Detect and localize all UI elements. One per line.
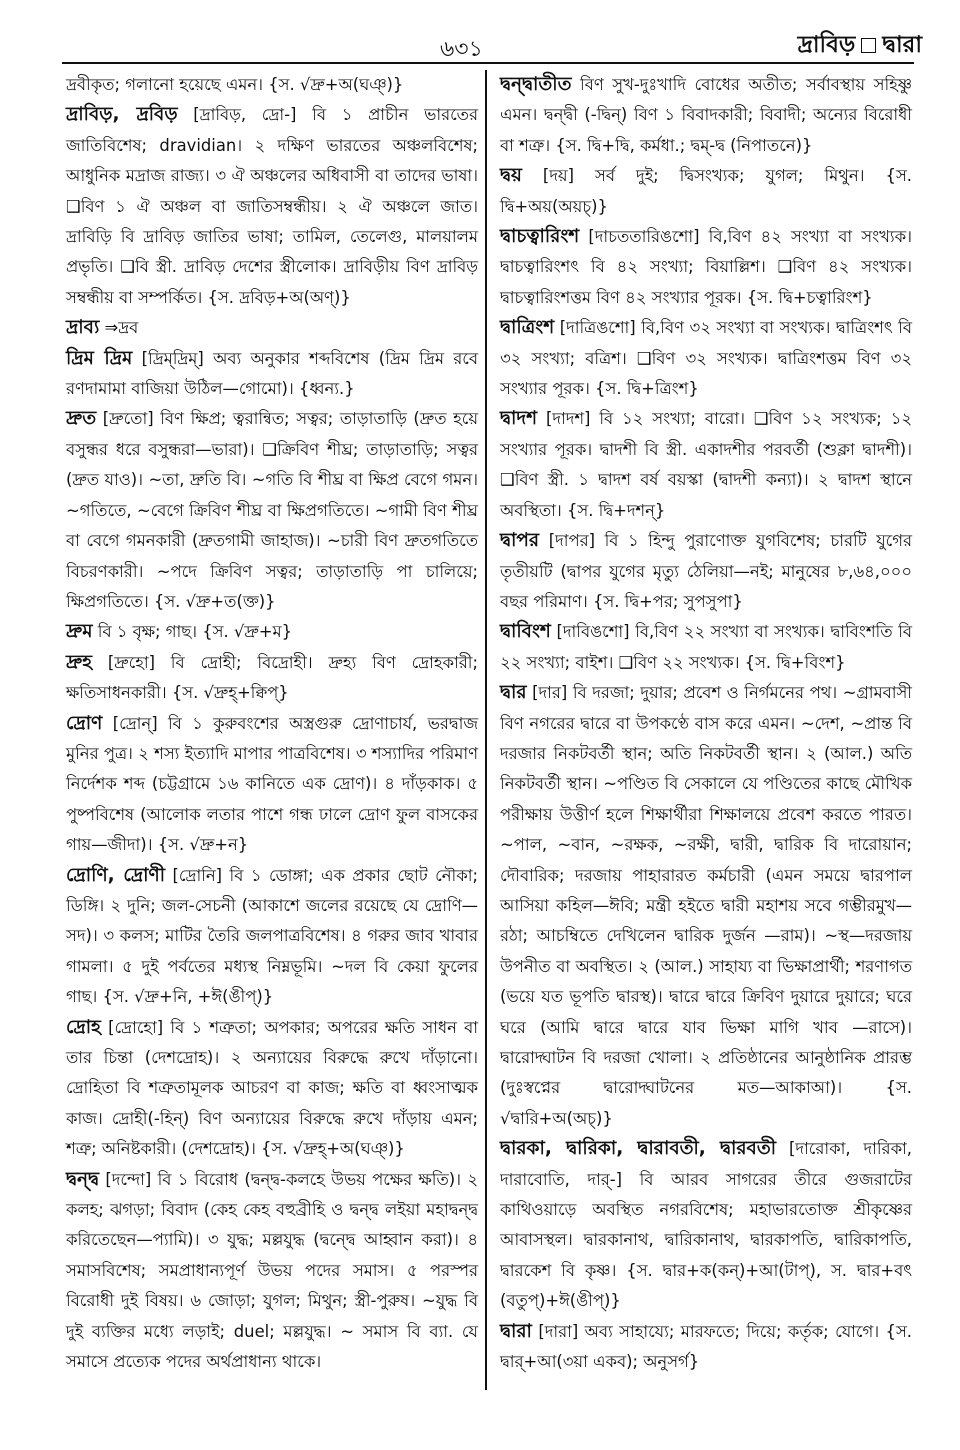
dictionary-entry [500, 222, 912, 313]
entry-definition: [দাপর] বি ১ হিন্দু পুরাণোক্ত যুগবিশেষ; চারটি যুগের তৃতীয়টি (দ্বাপর যুগের মৃত্যু ঠেলিয়া—নই; মানুষের ৮,৬৪,০০০ বছর পরিমাণ। {স. দ্বি+পর; সুপসুপা} [500, 531, 912, 611]
entry-definition: দ্রবীকৃত; গলানো হয়েছে এমন। {স. √দ্রু+অ(ঘঞ্)} [66, 75, 404, 94]
entry-headword: দ্বারা [500, 1320, 532, 1342]
entry-headword: দ্রাবিড়, দ্রবিড় [66, 104, 178, 126]
dictionary-entry [500, 313, 912, 404]
entry-headword: দ্বারকা, দ্বারিকা, দ্বারাবতী, দ্বারবতী [500, 1138, 777, 1160]
entry-headword: দ্রোহ [66, 1016, 101, 1038]
dictionary-entry [66, 861, 478, 1013]
dictionary-entry [66, 344, 478, 405]
dictionary-entry [66, 648, 478, 709]
left-column [66, 70, 478, 1377]
entry-headword: দ্বাচত্বারিংশ [500, 226, 580, 248]
dictionary-entry [500, 526, 912, 617]
page-number: ৬৩১ [440, 37, 483, 62]
entry-definition: [দারা] অব্য সাহায্যে; মারফতে; দিয়ে; কর্তৃক; যোগে। {স. দ্বার্+আ(৩য়া একব); অনুসর্গ} [500, 1321, 912, 1372]
entry-definition: [দাদশ] বি ১২ সংখ্যা; বারো। ❑বিণ ১২ সংখ্যক; ১২ সংখ্যার পূরক। দ্বাদশী বি স্ত্রী. একাদশীর পরবর্তী (শুক্লা দ্বাদশী)। ❑বিণ স্ত্রী. ১ দ্বাদশ বর্ষ বয়স্কা (দ্বাদশী কন্যা)। ২ দ্বাদশ স্থানে অবস্থিতা। {স. দ্বি+দশন্} [500, 409, 912, 520]
entry-definition: বিণ সুখ-দুঃখাদি বোধের অতীত; সর্বাবস্থায় সহিষ্ণু এমন। দ্বন্দ্বী (-দ্বিন্) বিণ ১ বিবাদকারী; বিবাদী; অন্যের বিরোধী বা শত্রু। {স. দ্বি+দ্বি, কর্মধা.; দ্বম্-দ্ব (নিপাতনে)} [500, 75, 912, 155]
first-guide-word: দ্রাবিড় [797, 32, 856, 58]
dictionary-entry [66, 709, 478, 861]
entry-definition: [দারোকা, দারিকা, দারাবোতি, দার্-] বি আরব সাগরের তীরে গুজরাটের কাথিওয়াড়ে অবস্থিত নগরবিশেষ; মহাভারতোক্ত শ্রীকৃষ্ণের আবাসস্থল। দ্বারকানাথ, দ্বারিকানাথ, দ্বারকাপতি, দ্বারিকাপতি, দ্বারকেশ বি কৃষ্ণ। {স. দ্বার+ক(কন্)+আ(টাপ্), স. দ্বার+বৎ (বতুপ্)+ঈ(ঙীপ্)} [500, 1139, 913, 1311]
entry-definition: ⇒দ্রব [99, 318, 139, 338]
dictionary-entry [500, 70, 912, 161]
dictionary-entry [500, 404, 912, 526]
entry-headword: দ্রিম দ্রিম [66, 347, 133, 369]
dictionary-entry [500, 1134, 912, 1316]
dictionary-entry [500, 1317, 912, 1378]
dictionary-entry [500, 161, 912, 222]
entry-definition: [দ্রিম্‌দ্রিম্] অব্য অনুকার শব্দবিশেষ (দ্রিম দ্রিম রবে রণদামামা বাজিয়া উঠিল—গোমো)। {ধ্বন্য.} [66, 348, 478, 399]
entry-headword: দ্বার [500, 682, 527, 704]
entry-definition: [দাত্রিঙশো] বি,বিণ ৩২ সংখ্যা বা সংখ্যক। দ্বাত্রিংশৎ বি ৩২ সংখ্যা; বত্রিশ। ❑বিণ ৩২ সংখ্যক। দ্বাত্রিংশত্তম বিণ ৩২ সংখ্যার পূরক। {স. দ্বি+ত্রিংশ} [500, 318, 912, 399]
page-header [0, 22, 960, 66]
entry-headword: দ্বাবিংশ [500, 621, 551, 643]
entry-headword: দ্রুহ [66, 651, 92, 673]
running-head [798, 26, 922, 65]
entry-headword: দ্রোণি, দ্রোণী [66, 864, 166, 886]
entry-headword: দ্রুত [66, 408, 97, 430]
entry-definition: [দ্রোহো] বি ১ শত্রুতা; অপকার; অপরের ক্ষতি সাধন বা তার চিন্তা (দেশদ্রোহ)। ২ অন্যায়ের বিরুদ্ধে রুখে দাঁড়ানো। দ্রোহিতা বি শত্রুতামূলক আচরণ বা কাজ; ক্ষতি বা ধ্বংসাত্মক কাজ। দ্রোহী(-হিন্) বিণ অন্যায়ের বিরুদ্ধে রুখে দাঁড়ায় এমন; শত্রু; অনিষ্টকারী। (দেশদ্রোহ)। {স. √দ্রুহ্+অ(ঘঞ্)} [66, 1017, 478, 1159]
entry-definition: [দ্রুতো] বিণ ক্ষিপ্র; ত্বরান্বিত; সত্বর; তাড়াতাড়ি (দ্রুত হয়ে বসুন্ধর ধরে বসুন্ধরা—ভারা)। ❑ক্রিবিণ শীঘ্র; তাড়াতাড়ি; সত্বর (দ্রুত যাও)। ~তা, দ্রুতি বি। ~গতি বি শীঘ্র বা ক্ষিপ্র বেগে গমন। ~গতিতে, ~বেগে ক্রিবিণ শীঘ্র বা ক্ষিপ্রগতিতে। ~গামী বিণ শীঘ্র বা বেগে গমনকারী (দ্রুতগামী জাহাজ)। ~চারী বিণ দ্রুতগতিতে বিচরণকারী। ~পদে ক্রিবিণ সত্বর; তাড়াতাড়ি পা চালিয়ে; ক্ষিপ্রগতিতে। {স. √দ্রু+ত(ক্ত)} [66, 409, 478, 611]
entry-headword: দ্রোণ [66, 712, 103, 734]
entry-definition: [দ্রাবিড়, দ্রো-] বি ১ প্রাচীন ভারতের জাতিবিশেষ; dravidian। ২ দক্ষিণ ভারতের অঞ্চলবিশেষ; আধুনিক মদ্রাজ রাজ্য। ৩ ঐ অঞ্চলের অধিবাসী বা তাদের ভাষা। ❑বিণ ১ ঐ অঞ্চল বা জাতিসম্বন্ধীয়। ২ ঐ অঞ্চলে জাত। দ্রাবিড়ি বি দ্রাবিড় জাতির ভাষা; তামিল, তেলেগু, মালয়ালম প্রভৃতি। ❑বি স্ত্রী. দ্রাবিড় দেশের স্ত্রীলোক। দ্রাবিড়ীয় বিণ দ্রাবিড় সম্বন্ধীয় বা সম্পর্কিত। {স. দ্রবিড়+অ(অণ্)} [66, 105, 478, 307]
header-rule [62, 62, 914, 64]
entry-definition: [দাচততারিঙশো] বি,বিণ ৪২ সংখ্যা বা সংখ্যক। দ্বাচত্বারিংশৎ বি ৪২ সংখ্যা; বিয়াল্লিশ। ❑বিণ ৪২ সংখ্যক। দ্বাচত্বারিংশত্তম বিণ ৪২ সংখ্যার পূরক। {স. দ্বি+চত্বারিংশ} [500, 227, 912, 307]
entry-headword: দ্রাব্য [66, 317, 100, 339]
entry-headword: দ্বয় [500, 165, 522, 187]
entry-definition: বি ১ বৃক্ষ; গাছ। {স. √দ্রু+ম} [92, 622, 293, 642]
entry-definition: [দ্রোন্] বি ১ কুরুবংশের অস্ত্রগুরু দ্রোণাচার্য, ভরদ্বাজ মুনির পুত্র। ২ শস্য ইত্যাদি মাপার পাত্রবিশেষ। ৩ শস্যাদির পরিমাণ নির্দেশক শব্দ (চট্টগ্রামে ১৬ কানিতে এক দ্রোণ)। ৪ দাঁড়কাক। ৫ পুষ্পবিশেষ (আলোক লতার পাশে গন্ধ ঢালে দ্রোণ ফুল বাসকের গায়—জীদা)। {স. √দ্রু+ন} [66, 713, 478, 855]
entry-headword: দ্বাপর [500, 530, 540, 552]
entry-definition: [দার] বি দরজা; দুয়ার; প্রবেশ ও নির্গমনের পথ। ~গ্রামবাসী বিণ নগরের দ্বারে বা উপকণ্ঠে বাস করে এমন। ~দেশ, ~প্রান্ত বি দরজার নিকটবর্তী স্থান; অতি নিকটবর্তী স্থান। ২ (আল.) অতি নিকটবর্তী স্থান। ~পণ্ডিত বি সেকালে যে পণ্ডিতের কাছে মৌখিক পরীক্ষায় উত্তীর্ণ হলে শিক্ষার্থীরা শিক্ষালয়ে প্রবেশ করতে পারত। ~পাল, ~বান, ~রক্ষক, ~রক্ষী, দ্বারী, দ্বারিক বি দারোয়ান; দৌবারিক; দরজায় পাহারারত কর্মচারী (এমন সময়ে দ্বারপাল আসিয়া কহিল—ঈবি; মন্ত্রী হইতে দ্বারী মহাশয় সবে গম্ভীরমুখ—রঠা; আচম্বিতে দেখিলেন দ্বারিক দুর্জন —রাম)। ~স্থ—দরজায় উপনীত বা অবস্থিত। ২ (আল.) সাহায্য বা ভিক্ষাপ্রার্থী; শরণাগত (ভয়ে যত ভূপতি দ্বারস্থ)। দ্বারে দ্বারে ক্রিবিণ দুয়ারে দুয়ারে; ঘরে ঘরে (আমি দ্বারে দ্বারে যাব ভিক্ষা মাগি খাব —রাসে)। দ্বারোদ্ঘাটন বি দরজা খোলা। ২ প্রতিষ্ঠানের আনুষ্ঠানিক প্রারম্ভ (দুঃস্বপ্নের দ্বারোদ্ঘাটনের মত—আকাআ)। {স. √দ্বারি+অ(অচ্)} [500, 683, 912, 1128]
entry-definition: [দ্রোনি] বি ১ ডোঙ্গা; এক প্রকার ছোট নৌকা; ডিঙ্গি। ২ দুনি; জল-সেচনী (আকাশে জলের রয়েছে যে দ্রোণি—সদ)। ৩ কলস; মাটির তৈরি জলপাত্রবিশেষ। ৪ গরুর জাব খাবার গামলা। ৫ দুই পর্বতের মধ্যস্থ নিম্নভূমি। ~দল বি কেয়া ফুলের গাছ। {স. √দ্রু+নি, +ঈ(ঙীপ্)} [66, 865, 478, 1007]
dictionary-entry [66, 404, 478, 617]
last-guide-word: দ্বারা [882, 32, 922, 58]
dictionary-entry [66, 70, 478, 100]
entry-definition: [দাবিঙশো] বি,বিণ ২২ সংখ্যা বা সংখ্যক। দ্বাবিংশতি বি ২২ সংখ্যা; বাইশ। ❑বিণ ২২ সংখ্যক। {স. দ্বি+বিংশ} [500, 622, 912, 672]
entry-definition: [দন্দো] বি ১ বিরোধ (দ্বন্দ্ব-কলহে উভয় পক্ষের ক্ষতি)। ২ কলহ; ঝগড়া; বিবাদ (কেহ কেহ বহুব্রীহি ও দ্বন্দ্ব লইয়া মহাদ্বন্দ্ব করিতেছেন—প্যামি)। ৩ যুদ্ধ; মল্লযুদ্ধ (দ্বন্দ্বে আহ্বান করা)। ৪ সমাসবিশেষ; সমপ্রাধান্যপূর্ণ উভয় পদের সমাস। ৫ পরস্পর বিরোধী দুই বিষয়। ৬ জোড়া; যুগল; মিথুন; স্ত্রী-পুরুষ। ~যুদ্ধ বি দুই ব্যক্তির মধ্যে লড়াই; duel; মল্লযুদ্ধ। ~ সমাস বি ব্যা. যে সমাসে প্রত্যেক পদের অর্থপ্রাধান্য থাকে। [66, 1169, 478, 1372]
entry-definition: [দ্রুহো] বি দ্রোহী; বিদ্রোহী। দ্রুহ্য বিণ দ্রোহকারী; ক্ষতিসাধনকারী। {স. √দ্রুহ্+ক্বিপ্} [66, 652, 478, 703]
right-column [500, 70, 912, 1377]
entry-headword: দ্বাদশ [500, 408, 538, 430]
entry-definition: [দয়] সর্ব দুই; দ্বিসংখ্যক; যুগল; মিথুন। {স. দ্বি+অয়(অয়চ্)} [500, 166, 912, 216]
entry-headword: দ্বন্দ্ব [66, 1168, 100, 1190]
dictionary-entry [66, 1165, 478, 1378]
dictionary-entry [66, 617, 478, 647]
guide-word-separator [861, 38, 876, 53]
entry-headword: দ্বন্দ্বাতীত [500, 74, 572, 95]
dictionary-entry [66, 313, 478, 343]
dictionary-entry [500, 617, 912, 678]
column-divider [485, 70, 487, 1390]
dictionary-entry [66, 100, 478, 313]
dictionary-entry [500, 678, 912, 1134]
dictionary-entry [66, 1013, 478, 1165]
entry-headword: দ্রুম [66, 621, 93, 643]
entry-headword: দ্বাত্রিংশ [500, 317, 555, 339]
